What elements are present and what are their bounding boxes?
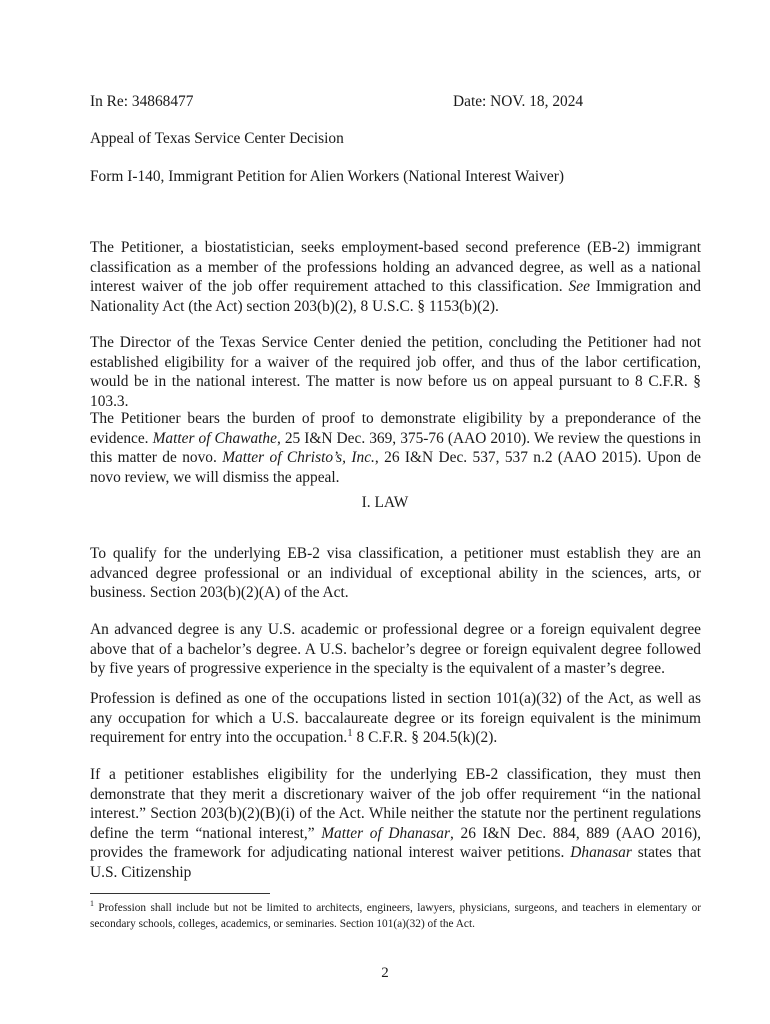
footnote-separator (90, 893, 270, 894)
law-paragraph-3: Profession is defined as one of the occupations listed in section 101(a)(32) of the Act, as well as any occupation for which a U.S. baccalaureate degree or its foreign equivalent is the minimum requirement for entry into the occupation.$^1$ 8 C.F.R. § 204.5(k)(2). (90, 690, 701, 747)
footnote: $^1$ Profession shall include but not be limited to architects, engineers, lawyers, physicians, surgeons, and teachers in elementary or secondary schools, colleges, academics, or seminaries. Section 101(a)(32) of the Act. (90, 899, 701, 930)
section-heading: I. LAW (361, 494, 409, 511)
case-number: In Re: 34868477 (90, 93, 194, 110)
footnote-mark: 1 (90, 899, 94, 909)
intro-paragraph-3: The Petitioner bears the burden of proof to demonstrate eligibility by a preponderance of the evidence. Matter of Chawathe, 25 I&N Dec. 369, 375-76 (AAO 2010). We review the questions in this matter de novo. Matter of Christo’s, Inc., 26 I&N Dec. 537, 537 n.2 (AAO 2015). Upon de novo review, we will dismiss the appeal. (90, 410, 701, 486)
form-line: Form I-140, Immigrant Petition for Alien Workers (National Interest Waiver) (90, 168, 564, 185)
law-paragraph-2: An advanced degree is any U.S. academic or professional degree or a foreign equivalent degree above that of a bachelor’s degree. A U.S. bachelor’s degree or foreign equivalent degree followed by five years of progressive experience in the specialty is the equivalent of a master’s degree. (90, 621, 701, 678)
law-paragraph-1: To qualify for the underlying EB-2 visa classification, a petitioner must establish they are an advanced degree professional or an individual of exceptional ability in the sciences, arts, or business. Section 203(b)(2)(A) of the Act. (90, 545, 701, 602)
page-number: 2 (381, 965, 389, 981)
footnote-reference: 1 (347, 727, 353, 740)
appeal-line: Appeal of Texas Service Center Decision (90, 130, 344, 147)
intro-paragraph-1: The Petitioner, a biostatistician, seeks employment-based second preference (EB-2) immigrant classification as a member of the professions holding an advanced degree, as well as a national interest waiver of the job offer requirement attached to this classification. See Immigration and Nationality Act (the Act) section 203(b)(2), 8 U.S.C. § 1153(b)(2). (90, 239, 701, 315)
law-paragraph-4: If a petitioner establishes eligibility for the underlying EB-2 classification, they must then demonstrate that they merit a discretionary waiver of the job offer requirement “in the national interest.” Section 203(b)(2)(B)(i) of the Act. While neither the statute nor the pertinent regulations define the term “national interest,” Matter of Dhanasar, 26 I&N Dec. 884, 889 (AAO 2016), provides the framework for adjudicating national interest waiver petitions. Dhanasar states that U.S. Citizenship (90, 766, 702, 881)
decision-date: Date: NOV. 18, 2024 (453, 93, 584, 110)
intro-paragraph-2: The Director of the Texas Service Center denied the petition, concluding the Petitioner had not established eligibility for a waiver of the required job offer, and thus of the labor certification, would be in the national interest. The matter is now before us on appeal pursuant to 8 C.F.R. § 103.3. (90, 334, 701, 410)
